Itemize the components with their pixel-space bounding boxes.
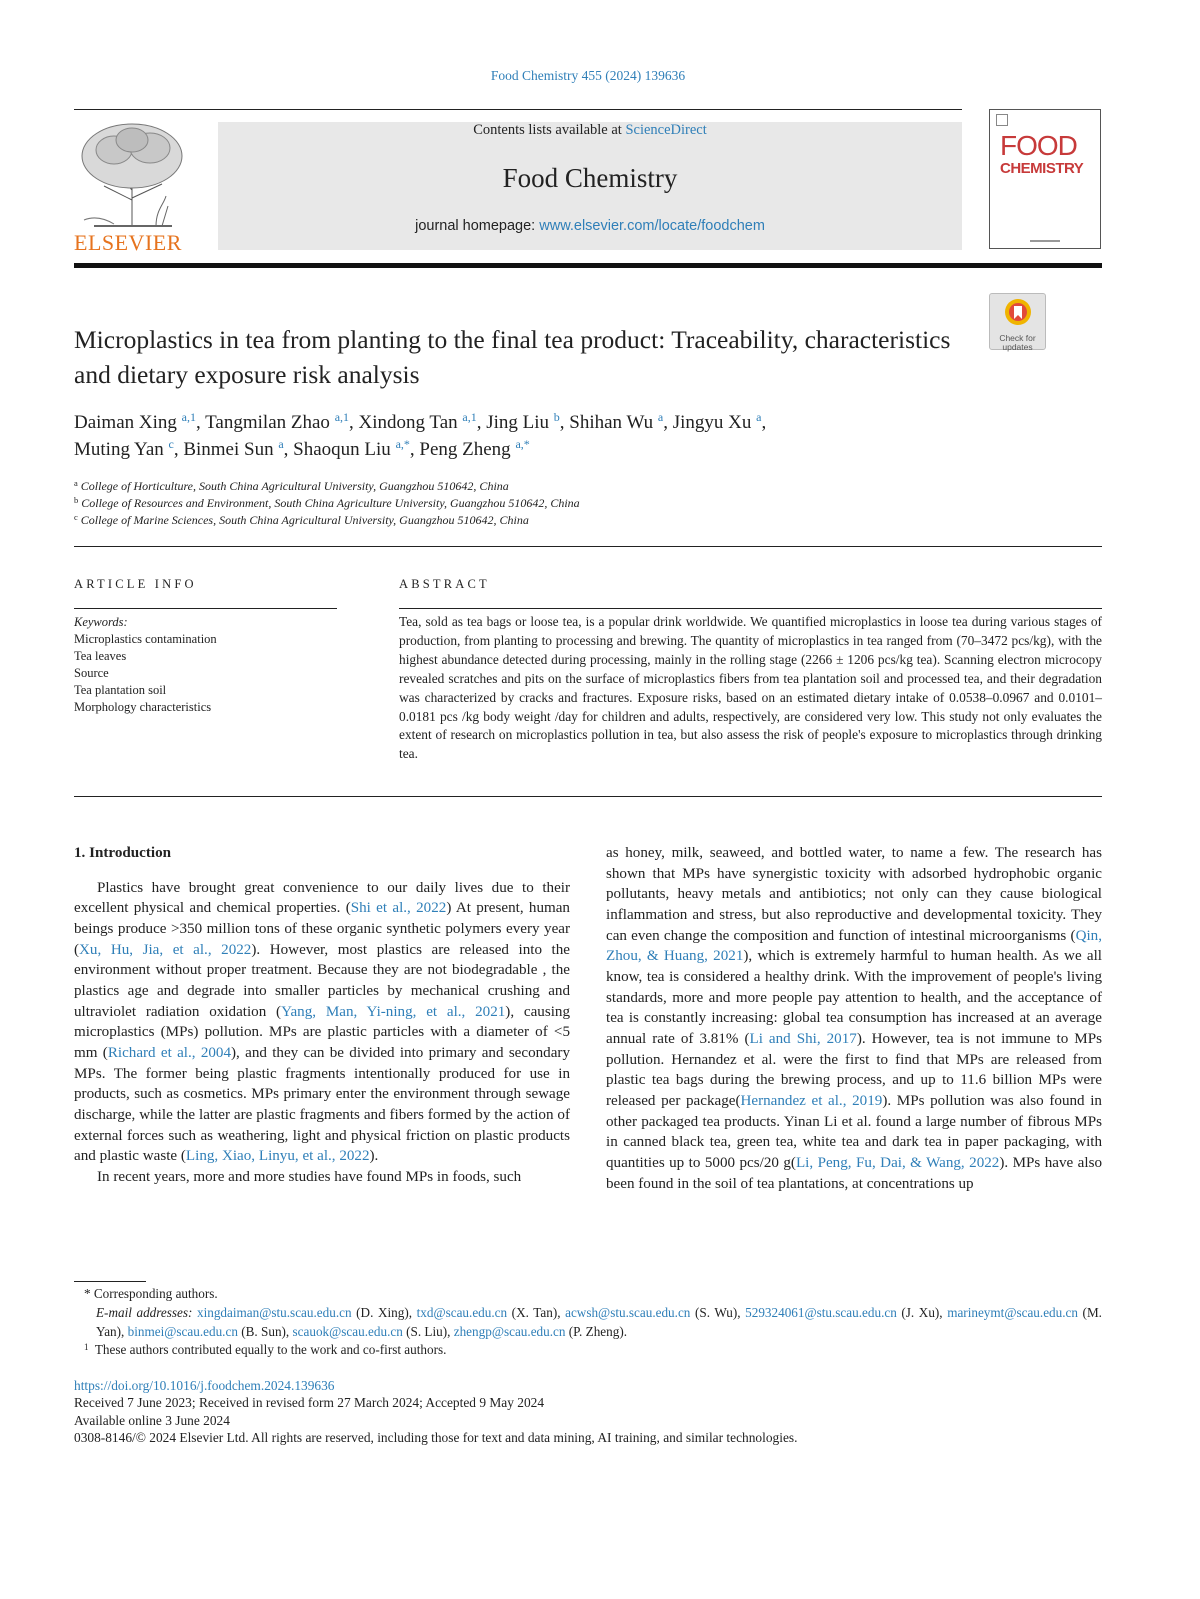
affiliation-item: [74, 512, 974, 529]
author-list: [74, 409, 1034, 463]
author-name: Daiman Xing: [74, 412, 182, 433]
received-dates: Received 7 June 2023; Received in revised form 27 March 2024; Accepted 9 May 2024: [74, 1395, 545, 1411]
section-rule: [74, 796, 1102, 797]
check-for-updates-button[interactable]: [989, 293, 1046, 350]
text-run: ). MPs pollution was also found in other packaged tea products. Yinan Li et al. found a large number of fibrous MPs in canned black tea, green tea, white tea and dark tea in paper packaging, with quantities up to 5000 pcs/20 g(: [606, 1092, 1102, 1171]
affiliation-item: [74, 495, 974, 512]
author-name: Jing Liu: [486, 412, 554, 433]
author-separator: ,: [761, 412, 767, 433]
body-column-right: [606, 843, 1102, 1194]
journal-cover-thumbnail[interactable]: [989, 109, 1101, 249]
article-title: Microplastics in tea from planting to the final tea product: Traceability, characteristics and dietary exposure risk analysis: [74, 325, 951, 389]
author-affiliation-mark[interactable]: a,*: [395, 437, 410, 451]
author-affiliation-mark[interactable]: a,1: [181, 410, 196, 424]
email-owner: (P. Zheng).: [565, 1323, 628, 1339]
publication-info: [74, 1377, 1102, 1447]
text-run: as honey, milk, seaweed, and bottled water, to name a few. The research has shown that MPs have synergistic toxicity with adsorbed hydrophobic organic pollutants, heavy metals and antibiotics; not only can they cause biological inflammation and stress, but also reproductive and developmental toxicity. They can even change the composition and function of intestinal microorganisms (: [606, 845, 1102, 944]
author-affiliation-mark[interactable]: a,*: [515, 437, 530, 451]
footnote-corresponding-text: Corresponding authors.: [93, 1286, 218, 1301]
author-name: Xindong Tan: [358, 412, 463, 433]
email-link[interactable]: marineymt@scau.edu.cn: [947, 1304, 1078, 1320]
keywords-label: Keywords:: [74, 615, 128, 629]
author-separator: ,: [173, 439, 184, 460]
email-owner: (J. Xu),: [896, 1304, 948, 1320]
email-link[interactable]: acwsh@stu.scau.edu.cn: [565, 1304, 691, 1320]
body-column-left: [74, 843, 570, 1188]
footnote-rule: [74, 1281, 146, 1282]
check-updates-icon: [1003, 297, 1033, 327]
header-thick-rule: [74, 263, 1102, 268]
keyword-item: Microplastics contamination: [74, 632, 217, 646]
affiliation-item: [74, 478, 974, 495]
email-link[interactable]: txd@scau.edu.cn: [416, 1304, 508, 1320]
paragraph: [74, 878, 570, 1167]
keyword-item: Source: [74, 666, 109, 680]
cover-publisher-icon: [996, 114, 1008, 126]
email-link[interactable]: 529324061@stu.scau.edu.cn: [745, 1304, 897, 1320]
paragraph: In recent years, more and more studies have found MPs in foods, such: [97, 1168, 522, 1185]
keywords-block: [74, 614, 337, 716]
available-online: Available online 3 June 2024: [74, 1412, 230, 1428]
email-owner: (X. Tan),: [507, 1304, 566, 1320]
email-link[interactable]: scauok@scau.edu.cn: [292, 1323, 403, 1339]
text-run: ). However, most plastics are released into the environment without proper treatment. Because they are not biodegradable , the plastics age and degrade into smaller particles by mechanical crushing and ultraviolet radiation oxidation (: [74, 941, 570, 1020]
footnotes: [74, 1285, 1102, 1360]
section-rule: [74, 546, 1102, 547]
email-owner: (B. Sun),: [237, 1323, 293, 1339]
author-name: Jingyu Xu: [672, 412, 757, 433]
email-owner: (S. Wu),: [690, 1304, 746, 1320]
affiliation-text: College of Resources and Environment, South China Agriculture University, Guangzhou 510642, China: [78, 496, 580, 510]
affiliation-list: [74, 478, 974, 529]
citation-link[interactable]: Li, Peng, Fu, Dai, & Wang, 2022: [795, 1154, 1000, 1171]
author-affiliation-mark[interactable]: b: [553, 410, 560, 424]
citation-link[interactable]: Qin, Zhou, & Huang, 2021: [606, 927, 1102, 965]
author-separator: ,: [195, 412, 206, 433]
journal-masthead: [218, 122, 962, 250]
abstract-heading: ABSTRACT: [399, 577, 490, 591]
author-name: Tangmilan Zhao: [205, 412, 335, 433]
email-link[interactable]: xingdaiman@stu.scau.edu.cn: [196, 1304, 352, 1320]
author-name: Peng Zheng: [419, 439, 516, 460]
text-run: ) At present, human beings produce >350 million tons of these organic synthetic polymers every year (: [74, 900, 570, 958]
affiliation-mark: b: [74, 495, 79, 505]
homepage-prefix: journal homepage:: [415, 218, 540, 234]
doi-link[interactable]: https://doi.org/10.1016/j.foodchem.2024.139636: [74, 1378, 335, 1393]
citation-link[interactable]: Hernandez et al., 2019: [740, 1092, 883, 1109]
author-separator: ,: [663, 412, 673, 433]
text-run: ), causing microplastics (MPs) pollution. MPs are plastic particles with a diameter of <5 mm (: [74, 1003, 570, 1061]
author-affiliation-mark[interactable]: a,1: [462, 410, 477, 424]
citation-link[interactable]: Li and Shi, 2017: [749, 1030, 857, 1047]
citation-link[interactable]: Ling, Xiao, Linyu, et al., 2022: [185, 1148, 370, 1165]
citation-link[interactable]: Xu, Hu, Jia, et al., 2022: [79, 941, 252, 958]
article-info-rule: [74, 608, 337, 609]
text-run: ).: [369, 1148, 379, 1165]
text-run: ). MPs have also been found in the soil of tea plantations, at concentrations up: [606, 1154, 1102, 1192]
author-separator: ,: [349, 412, 359, 433]
email-label: E-mail addresses:: [96, 1304, 197, 1320]
sciencedirect-link[interactable]: ScienceDirect: [625, 122, 707, 138]
author-separator: ,: [283, 439, 294, 460]
abstract-rule: [399, 608, 1102, 609]
text-run: ), and they can be divided into primary and secondary MPs. The former being plastic fragments intentionally produced for use in products, such as cosmetics. MPs primary enter the environment through sewage discharge, while the latter are plastic fragments and fibers formed by the action of external forces such as weathering, light and physical friction on plastic products and plastic waste (: [74, 1044, 570, 1165]
author-affiliation-mark[interactable]: a: [657, 410, 664, 424]
author-affiliation-mark[interactable]: c: [168, 437, 174, 451]
contents-prefix: Contents lists available at: [473, 122, 626, 138]
author-name: Shihan Wu: [569, 412, 658, 433]
email-link[interactable]: zhengp@scau.edu.cn: [453, 1323, 566, 1339]
author-separator: ,: [559, 412, 570, 433]
journal-reference[interactable]: Food Chemistry 455 (2024) 139636: [490, 68, 686, 83]
homepage-line: [218, 218, 962, 234]
cover-title-food: FOOD: [1000, 130, 1077, 161]
elsevier-logo: [74, 120, 192, 254]
email-owner: (M. Yan),: [96, 1304, 1102, 1339]
cover-footer-bar: [1030, 240, 1060, 242]
article-info-heading: ARTICLE INFO: [74, 577, 197, 591]
keyword-item: Tea plantation soil: [74, 683, 167, 697]
keyword-item: Tea leaves: [74, 649, 127, 663]
citation-link[interactable]: Yang, Man, Yi-ning, et al., 2021: [281, 1003, 506, 1020]
abstract-text: Tea, sold as tea bags or loose tea, is a popular drink worldwide. We quantified microplastics in loose tea during various stages of production, from planting to processing and brewing. The quantity of microplastics in tea ranged from (70–3472 pcs/kg), with the highest abundance detected during processing, mainly in the rolling stage (2266 ± 1206 pcs/kg tea). Scanning electron microcopy revealed scratches and pits on the surface of microplastics fibers from tea plantation soil and processed tea, and their degradation was characterized by cracks and fractures. Exposure risks, based on an estimated dietary intake of 0.0538–0.0967 and 0.0101–0.0181 pcs /kg body weight /day for children and adults, respectively, are considered very low. This study not only evaluates the extent of research on microplastics pollution in tea, but also assess the risk of people's exposure to microplastics through drinking tea.: [399, 614, 1102, 762]
copyright: 0308-8146/© 2024 Elsevier Ltd. All rights are reserved, including those for text and data mining, AI training, and similar technologies.: [74, 1430, 798, 1446]
affiliation-text: College of Horticulture, South China Agricultural University, Guangzhou 510642, China: [77, 479, 509, 493]
elsevier-wordmark: ELSEVIER: [74, 230, 182, 255]
footnote-corresponding: [74, 1285, 1102, 1304]
journal-homepage-link[interactable]: www.elsevier.com/locate/foodchem: [539, 218, 765, 234]
journal-title: Food Chemistry: [502, 163, 678, 193]
affiliation-mark: c: [74, 512, 78, 522]
author-affiliation-mark[interactable]: a,1: [334, 410, 350, 424]
affiliation-mark: a: [74, 478, 78, 488]
contents-line: [218, 122, 962, 139]
affiliation-text: College of Marine Sciences, South China Agricultural University, Guangzhou 510642, China: [77, 513, 529, 527]
email-owner: (D. Xing),: [351, 1304, 417, 1320]
section-heading-introduction: 1. Introduction: [74, 845, 172, 861]
header-rule: [74, 109, 962, 110]
author-name: Shaoqun Liu: [293, 439, 396, 460]
footnote-emails: [74, 1304, 1102, 1342]
footnote-star-mark: *: [84, 1286, 94, 1301]
author-affiliation-mark[interactable]: a: [278, 437, 284, 451]
text-run: Plastics have brought great convenience to our daily lives due to their excellent physical and chemical properties. (: [74, 879, 570, 917]
footnote-equal-text: These authors contributed equally to the work and co-first authors.: [94, 1342, 447, 1358]
text-run: ), which is extremely harmful to human health. As we all know, tea is considered a healthy drink. With the improvement of people's living standards, more and more people pay attention to health, and the acceptance of tea is constantly increasing: global tea consumption has increased at an average annual rate of 3.81% (: [606, 948, 1102, 1047]
text-run: ). However, tea is not immune to MPs pollution. Hernandez et al. were the first to find that MPs are released from plastic tea bags during the brewing process, and up to 11.6 billion MPs were released per package(: [606, 1030, 1102, 1109]
author-name: Binmei Sun: [183, 439, 279, 460]
elsevier-tree-icon: [74, 120, 192, 228]
footnote-mark: 1: [84, 1342, 89, 1353]
author-separator: ,: [476, 412, 487, 433]
citation-link[interactable]: Shi et al., 2022: [350, 900, 447, 917]
keywords-list: [74, 631, 337, 716]
email-link[interactable]: binmei@scau.edu.cn: [127, 1323, 238, 1339]
keyword-item: Morphology characteristics: [74, 700, 212, 714]
check-updates-label: Check for updates: [999, 333, 1036, 352]
citation-link[interactable]: Richard et al., 2004: [107, 1044, 232, 1061]
email-owner: (S. Liu),: [402, 1323, 454, 1339]
cover-title-chemistry: CHEMISTRY: [1000, 160, 1084, 177]
author-name: Muting Yan: [74, 439, 169, 460]
paragraph: [606, 843, 1102, 1194]
author-separator: ,: [409, 439, 420, 460]
footnote-equal-contribution: [74, 1341, 1102, 1360]
author-affiliation-mark[interactable]: a: [756, 410, 762, 424]
